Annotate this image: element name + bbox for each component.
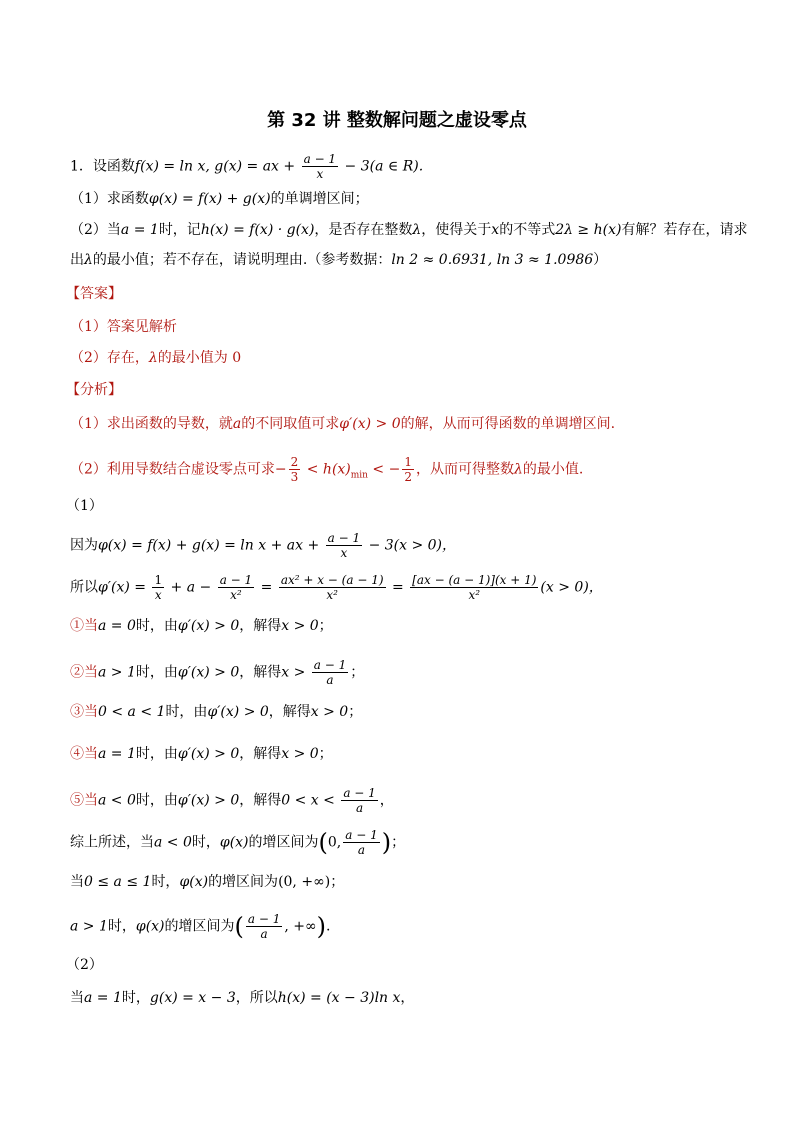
case-4: ④当a = 1时，由φ′(x) > 0，解得x > 0； <box>70 746 333 762</box>
solution-because: 因为φ(x) = f(x) + g(x) = ln x + ax + $\frac{a - 1}{x}$ − 3(x > 0)， <box>70 531 457 560</box>
problem-part-1: （1）求函数φ(x) = f(x) + g(x)的单调增区间； <box>70 191 369 207</box>
fraction: $\frac{a - 1}{x}$ <box>303 152 337 181</box>
answer-2: （2）存在，λ的最小值为 0 <box>70 350 242 366</box>
problem-function-tail: − 3(a ∈ R). <box>340 158 424 175</box>
problem-function-def: f(x) = ln x, g(x) = ax + <box>134 158 300 175</box>
page-title: 第 32 讲 整数解问题之虚设零点 <box>267 110 527 131</box>
analysis-step-2: （2）利用导数结合虚设零点可求− $\frac{2}{3}$ < $h(x)_{min}$ < − $\frac{1}{2}$ ，从而可得整数λ的最小值. <box>70 455 584 484</box>
answer-header: 【答案】 <box>66 286 122 302</box>
case-1: ①当a = 0时，由φ′(x) > 0，解得x > 0； <box>70 618 333 634</box>
solution-part-2-line: 当a = 1时，g(x) = x − 3，所以h(x) = (x − 3)ln x， <box>70 990 415 1006</box>
solution-part-2-label: （2） <box>66 957 103 973</box>
summary-2: 当0 ≤ a ≤ 1时，φ(x)的增区间为(0, +∞)； <box>70 874 345 890</box>
reference-data: ln 2 ≈ 0.6931, ln 3 ≈ 1.0986 <box>391 252 594 268</box>
case-5: ⑤当a < 0时，由φ′(x) > 0，解得0 < x < $\frac{a - 1}{a}$ ， <box>70 786 394 815</box>
problem-part-2: （2）当a = 1时，记h(x) = f(x) · g(x)，是否存在整数λ，使得关于x的不等式2λ ≥ h(x)有解？若存在，请求 <box>70 222 748 238</box>
case-3: ③当0 < a < 1时，由φ′(x) > 0，解得x > 0； <box>70 704 363 720</box>
analysis-header: 【分析】 <box>66 382 122 398</box>
analysis-step-1: （1）求出函数的导数，就a的不同取值可求φ′(x) > 0的解，从而可得函数的单调增区间. <box>70 416 616 432</box>
problem-part-2-cont: 出λ的最小值；若不存在，请说明理由.（参考数据：ln 2 ≈ 0.6931, ln 3 ≈ 1.0986） <box>70 252 608 268</box>
solution-derivative: 所以φ′(x) = $\frac{1}{x}$ + a − $\frac{a - 1}{\text{x²}}$ = $\frac{\text{ax² + x − (a − 1)}}{\text{x²}}$ = $\frac{[ax - (a - 1)](x + 1)}{\text{x²}}$ (x > 0)， <box>70 573 603 602</box>
answer-1: （1）答案见解析 <box>70 319 177 335</box>
solution-part-1-label: （1） <box>66 498 103 514</box>
problem-line-1 <box>70 152 423 181</box>
summary-3: a > 1时，φ(x)的增区间为( $\frac{a - 1}{a}$ , +∞). <box>70 912 331 941</box>
case-2: ②当a > 1时，由φ′(x) > 0，解得x > $\frac{a - 1}{a}$ ； <box>70 658 365 687</box>
problem-number: 1．设函数 <box>70 158 135 175</box>
summary-1: 综上所述，当a < 0时，φ(x)的增区间为(0, $\frac{a - 1}{a}$ )； <box>70 828 406 857</box>
